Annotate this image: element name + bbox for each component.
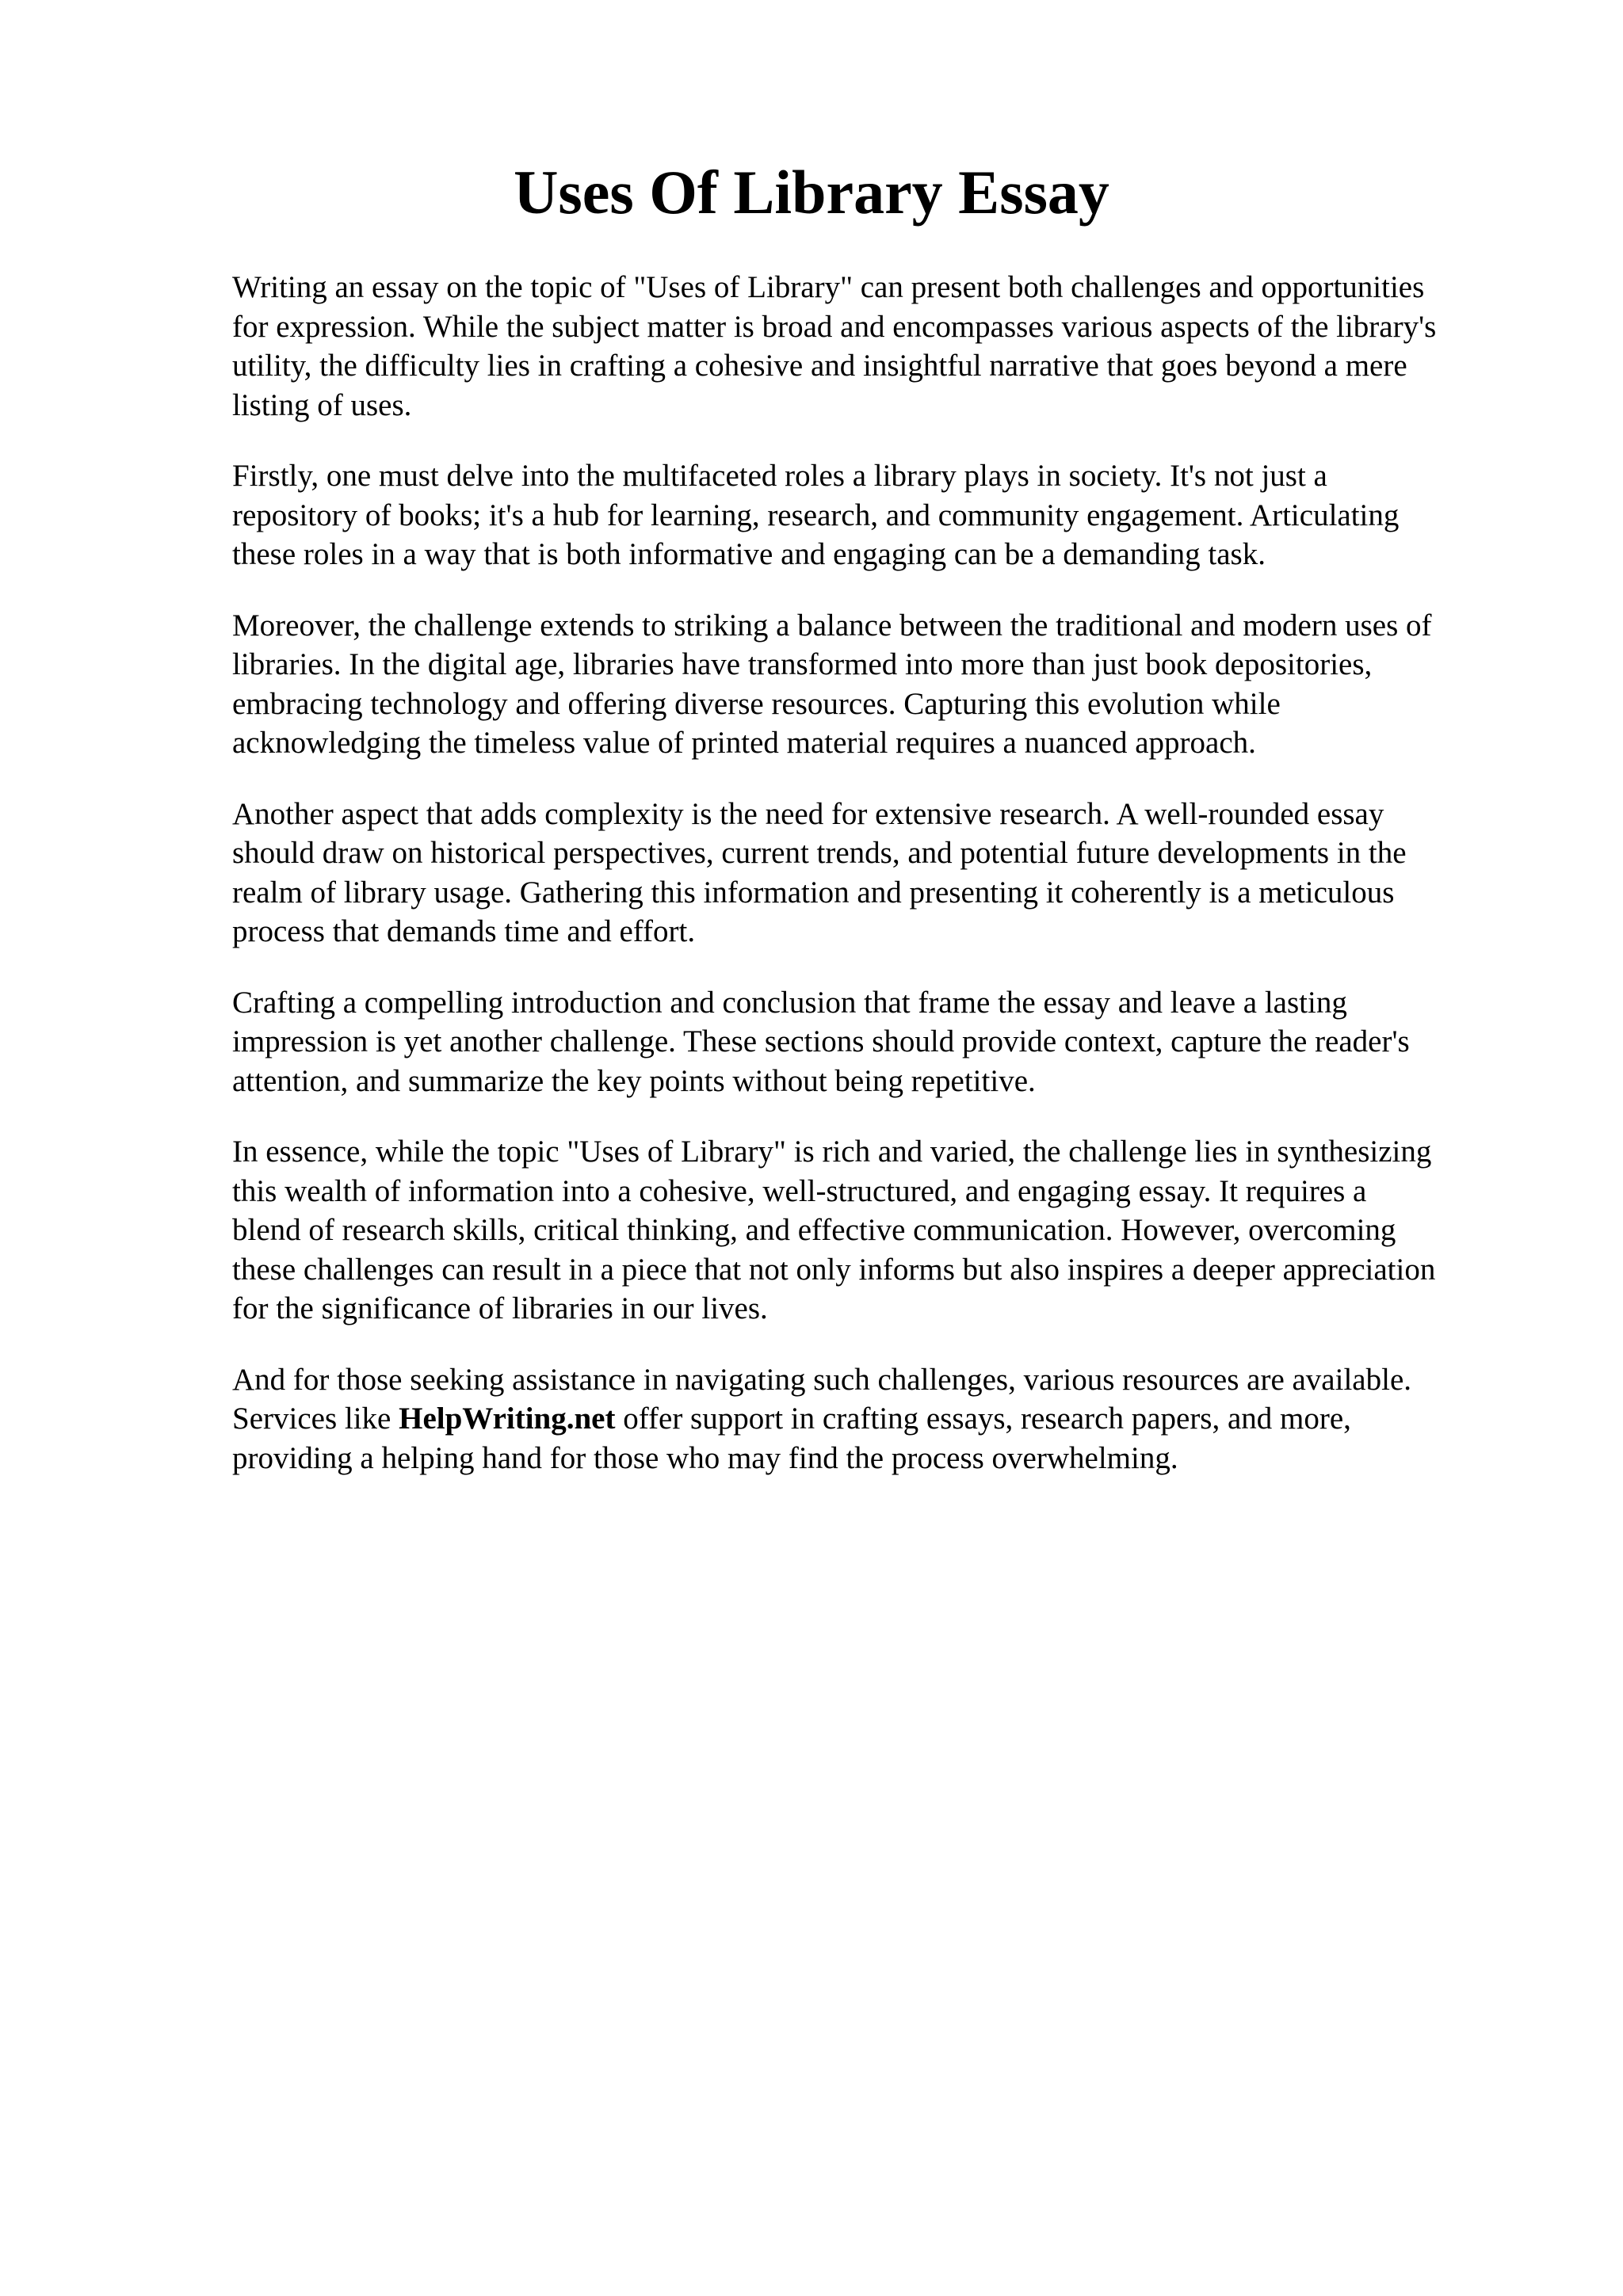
- paragraph-line: blend of research skills, critical thinking, and effective communication. However, overcoming: [232, 1213, 1396, 1247]
- paragraph-line: repository of books; it's a hub for learning, research, and community engagement. Articulating: [232, 498, 1400, 532]
- paragraph-line: impression is yet another challenge. These sections should provide context, capture the reader's: [232, 1024, 1410, 1058]
- paragraph-line: these challenges can result in a piece that not only informs but also inspires a deeper appreciation: [232, 1252, 1436, 1287]
- offer-support-text: offer support in crafting essays, research papers, and more,: [623, 1402, 1351, 1436]
- services-like-text: Services like: [232, 1402, 391, 1436]
- paragraph-line: Moreover, the challenge extends to striking a balance between the traditional and modern uses of: [232, 608, 1432, 643]
- paragraph-line: utility, the difficulty lies in crafting a cohesive and insightful narrative that goes beyond a mere: [232, 349, 1407, 383]
- paragraph-6: [232, 1132, 1532, 1329]
- paragraph-line: [232, 1402, 1351, 1436]
- paragraph-5: [232, 983, 1532, 1101]
- paragraph-line: for expression. While the subject matter is broad and encompasses various aspects of the library's: [232, 309, 1437, 344]
- paragraph-line: acknowledging the timeless value of printed material requires a nuanced approach.: [232, 726, 1256, 760]
- helpwriting-link[interactable]: HelpWriting.net: [399, 1402, 616, 1436]
- paragraph-line: Another aspect that adds complexity is the need for extensive research. A well-rounded essay: [232, 796, 1384, 831]
- paragraph-line: And for those seeking assistance in navigating such challenges, various resources are available.: [232, 1362, 1411, 1397]
- paragraph-line: providing a helping hand for those who may find the process overwhelming.: [232, 1440, 1178, 1475]
- paragraph-line: In essence, while the topic "Uses of Library" is rich and varied, the challenge lies in synthesizing: [232, 1135, 1432, 1169]
- paragraph-7: [232, 1360, 1532, 1478]
- paragraph-line: embracing technology and offering diverse resources. Capturing this evolution while: [232, 686, 1281, 721]
- paragraph-line: should draw on historical perspectives, current trends, and potential future developments in the: [232, 836, 1407, 870]
- paragraph-2: [232, 456, 1532, 574]
- paragraph-line: this wealth of information into a cohesive, well-structured, and engaging essay. It requires a: [232, 1173, 1367, 1208]
- paragraph-line: Writing an essay on the topic of "Uses of Library" can present both challenges and opportunities: [232, 270, 1425, 304]
- page-title: Uses Of Library Essay: [514, 158, 1109, 227]
- paragraph-1: [232, 268, 1532, 425]
- paragraph-line: realm of library usage. Gathering this information and presenting it coherently is a meticulous: [232, 875, 1395, 910]
- paragraph-line: process that demands time and effort.: [232, 914, 696, 948]
- paragraph-4: [232, 795, 1532, 952]
- paragraph-line: these roles in a way that is both informative and engaging can be a demanding task.: [232, 537, 1266, 571]
- paragraph-line: Crafting a compelling introduction and conclusion that frame the essay and leave a lasting: [232, 985, 1347, 1020]
- paragraph-line: Firstly, one must delve into the multifaceted roles a library plays in society. It's not just a: [232, 459, 1327, 493]
- paragraph-3: [232, 606, 1532, 763]
- essay-body: [232, 268, 1532, 1509]
- paragraph-line: libraries. In the digital age, libraries have transformed into more than just book depositories,: [232, 647, 1373, 681]
- paragraph-line: for the significance of libraries in our lives.: [232, 1291, 768, 1325]
- paragraph-line: listing of uses.: [232, 387, 412, 422]
- paragraph-line: attention, and summarize the key points without being repetitive.: [232, 1063, 1036, 1098]
